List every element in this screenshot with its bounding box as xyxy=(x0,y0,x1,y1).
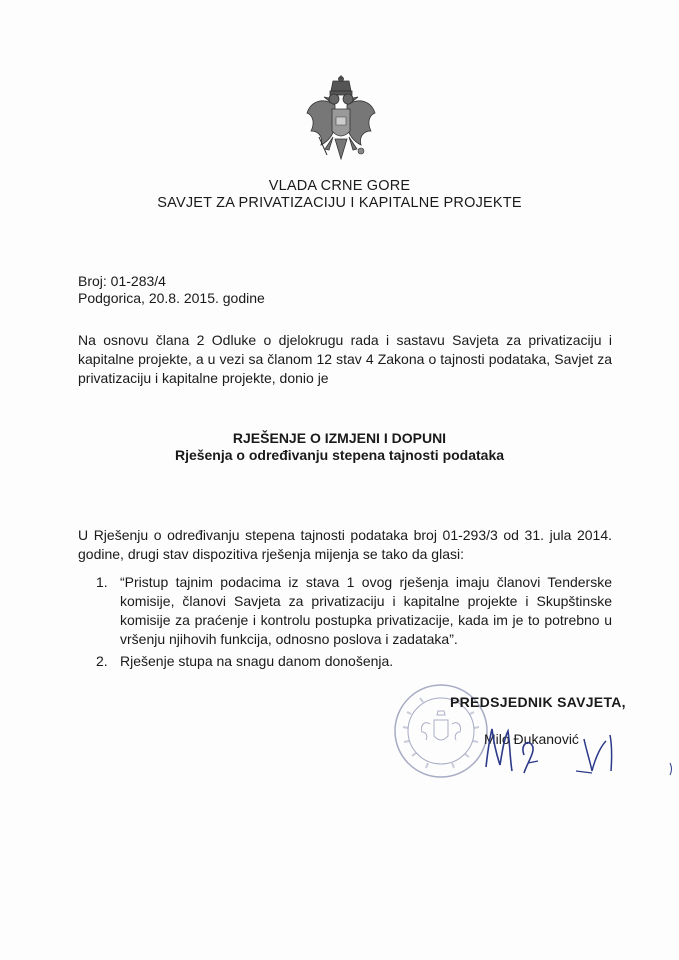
government-name: VLADA CRNE GORE xyxy=(268,178,411,194)
list-item-text: “Pristup tajnim podacima iz stava 1 ovog rješenja imaju članovi Tenderske komisije, članovi Savjeta za privatizaciju i kapitalne projekte i Skupštinske komisije za praćenje i kontrolu postupka privatizacije, kada im je to potrebno u vršenju njihovih funkcija, odnosno poslova i zadataka”. xyxy=(120,574,612,647)
body-paragraph: U Rješenju o određivanju stepena tajnosti podataka broj 01-293/3 od 31. jula 2014. godine, drugi stav dispozitiva rješenja mijenja se tako da glasi: xyxy=(78,527,612,562)
document-number: Broj: 01-283/4 xyxy=(78,273,166,289)
list-item xyxy=(96,652,612,671)
signatory-name: Milo Đukanović xyxy=(484,731,579,747)
decision-title: RJEŠENJE O IZMJENI I DOPUNI xyxy=(232,430,447,446)
handwritten-signature-icon xyxy=(480,715,679,785)
intro-paragraph: Na osnovu člana 2 Odluke o djelokrugu rada i sastavu Savjeta za privatizaciju i kapitalne projekte, a u vezi sa članom 12 stav 4 Zakona o tajnosti podataka, Savjet za privatizaciju i kapitalne projekte, donio je xyxy=(78,332,612,386)
council-name: SAVJET ZA PRIVATIZACIJU I KAPITALNE PROJEKTE xyxy=(157,195,522,211)
list-item-number: 2. xyxy=(96,653,108,669)
list-item-text: Rješenje stupa na snagu danom donošenja. xyxy=(120,653,394,669)
decision-subtitle: Rješenja o određivanju stepena tajnosti podataka xyxy=(174,447,505,463)
list-item-number: 1. xyxy=(96,574,108,590)
list-item xyxy=(96,573,612,649)
signatory-title: PREDSJEDNIK SAVJETA, xyxy=(450,694,626,710)
place-and-date: Podgorica, 20.8. 2015. godine xyxy=(78,290,265,306)
montenegro-coat-of-arms-icon xyxy=(305,75,377,180)
